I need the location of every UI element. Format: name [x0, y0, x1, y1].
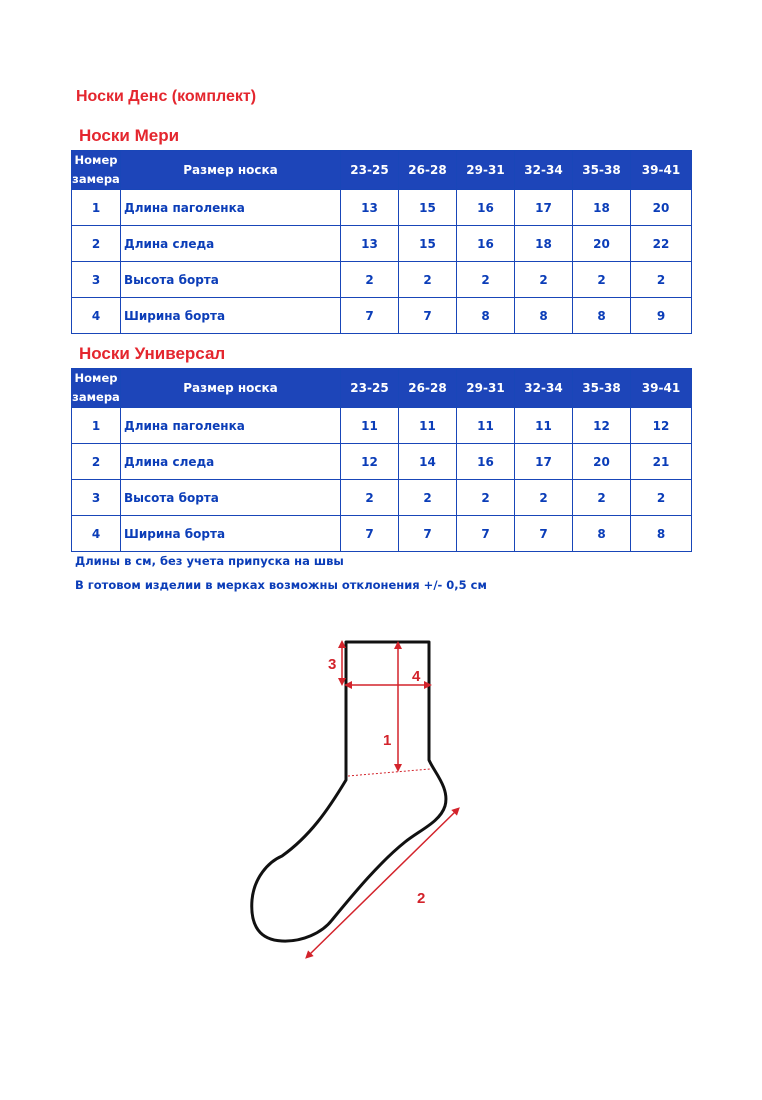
cell-value: 17: [515, 190, 573, 226]
header-number-line2: замера: [72, 390, 120, 404]
header-size: 26-28: [399, 151, 457, 190]
cell-value: 12: [341, 444, 399, 480]
header-number-line1: Номер: [74, 371, 118, 385]
page-title: Носки Денс (комплект): [76, 88, 257, 105]
cell-value: 2: [341, 480, 399, 516]
table1-title: Носки Мери: [79, 126, 180, 145]
cell-value: 16: [457, 226, 515, 262]
cell-value: 2: [631, 480, 692, 516]
cell-value: 12: [573, 408, 631, 444]
cell-value: 18: [515, 226, 573, 262]
header-size: 39-41: [631, 369, 692, 408]
cell-value: 2: [457, 480, 515, 516]
cell-value: 16: [457, 190, 515, 226]
header-size: 35-38: [573, 369, 631, 408]
cell-value: 2: [399, 480, 457, 516]
cell-value: 20: [573, 444, 631, 480]
cell-value: 2: [515, 480, 573, 516]
cell-value: 17: [515, 444, 573, 480]
header-size: 26-28: [399, 369, 457, 408]
cell-value: 11: [399, 408, 457, 444]
cell-value: 20: [631, 190, 692, 226]
cell-value: 7: [399, 298, 457, 334]
table-row: [72, 408, 692, 444]
note-units: Длины в см, без учета припуска на швы: [75, 554, 344, 568]
row-number: 1: [72, 408, 121, 444]
table2-title: Носки Универсал: [79, 344, 226, 363]
cell-value: 9: [631, 298, 692, 334]
header-number: [72, 369, 121, 408]
cell-value: 13: [341, 226, 399, 262]
cell-value: 7: [341, 516, 399, 552]
row-label: Ширина борта: [121, 516, 341, 552]
cell-value: 22: [631, 226, 692, 262]
row-label: Высота борта: [121, 262, 341, 298]
table-row: [72, 298, 692, 334]
row-number: 4: [72, 516, 121, 552]
cell-value: 12: [631, 408, 692, 444]
cell-value: 7: [341, 298, 399, 334]
table-row: [72, 226, 692, 262]
header-number-line1: Номер: [74, 153, 118, 167]
cell-value: 18: [573, 190, 631, 226]
row-label: Ширина борта: [121, 298, 341, 334]
header-number: [72, 151, 121, 190]
cell-value: 8: [631, 516, 692, 552]
table-row: [72, 516, 692, 552]
label-1: 1: [383, 732, 392, 749]
cell-value: 2: [573, 262, 631, 298]
table-row: [72, 262, 692, 298]
table-row: [72, 480, 692, 516]
cell-value: 14: [399, 444, 457, 480]
sock-measurement-diagram: [240, 630, 470, 960]
note-tolerance: В готовом изделии в мерках возможны отклонения +/- 0,5 см: [75, 578, 487, 592]
row-label: Длина паголенка: [121, 190, 341, 226]
cell-value: 15: [399, 226, 457, 262]
row-label: Высота борта: [121, 480, 341, 516]
cell-value: 8: [573, 298, 631, 334]
cell-value: 2: [399, 262, 457, 298]
row-label: Длина паголенка: [121, 408, 341, 444]
cell-value: 11: [457, 408, 515, 444]
row-number: 1: [72, 190, 121, 226]
row-label: Длина следа: [121, 444, 341, 480]
table-row: [72, 190, 692, 226]
header-size: 23-25: [341, 369, 399, 408]
row-number: 4: [72, 298, 121, 334]
header-size: 35-38: [573, 151, 631, 190]
cell-value: 7: [515, 516, 573, 552]
label-2: 2: [417, 890, 426, 907]
cell-value: 7: [457, 516, 515, 552]
cell-value: 2: [341, 262, 399, 298]
cell-value: 8: [515, 298, 573, 334]
cell-value: 7: [399, 516, 457, 552]
header-size: 39-41: [631, 151, 692, 190]
cell-value: 8: [457, 298, 515, 334]
header-size: 32-34: [515, 151, 573, 190]
row-label: Длина следа: [121, 226, 341, 262]
header-size-label: Размер носка: [121, 369, 341, 408]
header-size: 23-25: [341, 151, 399, 190]
cell-value: 11: [515, 408, 573, 444]
row-number: 2: [72, 226, 121, 262]
cell-value: 11: [341, 408, 399, 444]
header-size: 32-34: [515, 369, 573, 408]
cell-value: 21: [631, 444, 692, 480]
cell-value: 2: [631, 262, 692, 298]
header-size: 29-31: [457, 151, 515, 190]
label-3: 3: [328, 656, 337, 673]
table-header-row: [72, 369, 692, 408]
size-table-universal: [71, 368, 692, 552]
cell-value: 2: [457, 262, 515, 298]
table-row: [72, 444, 692, 480]
cell-value: 13: [341, 190, 399, 226]
header-number-line2: замера: [72, 172, 120, 186]
cell-value: 15: [399, 190, 457, 226]
table-header-row: [72, 151, 692, 190]
cell-value: 16: [457, 444, 515, 480]
cell-value: 2: [515, 262, 573, 298]
label-4: 4: [412, 668, 421, 685]
size-table-meri: [71, 150, 692, 334]
header-size: 29-31: [457, 369, 515, 408]
row-number: 3: [72, 262, 121, 298]
row-number: 3: [72, 480, 121, 516]
header-size-label: Размер носка: [121, 151, 341, 190]
row-number: 2: [72, 444, 121, 480]
cell-value: 2: [573, 480, 631, 516]
cell-value: 8: [573, 516, 631, 552]
cell-value: 20: [573, 226, 631, 262]
